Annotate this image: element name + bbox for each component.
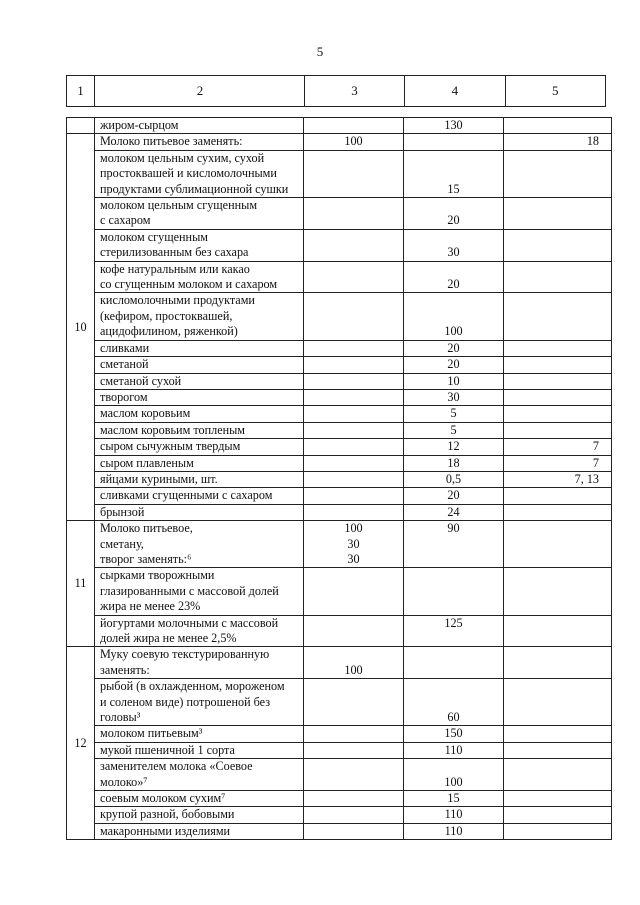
column-3-value (304, 823, 404, 839)
table-row (67, 791, 612, 807)
product-name: Муку соевую текстурированную заменять: (95, 647, 304, 679)
column-5-value (504, 422, 612, 438)
table-row (67, 504, 612, 520)
column-5-value (504, 568, 612, 615)
column-4-value: 125 (404, 615, 504, 647)
column-4-value: 20 (404, 198, 504, 230)
column-5-value (504, 340, 612, 356)
column-4-value: 18 (404, 455, 504, 471)
table-row (67, 373, 612, 389)
table-row (67, 118, 612, 134)
column-5-value (504, 198, 612, 230)
product-name: сырками творожными глазированными с массовой долей жира не менее 23% (95, 568, 304, 615)
column-3-value (304, 293, 404, 340)
column-2-header: 2 (95, 76, 305, 107)
column-3-value (304, 389, 404, 405)
column-4-value: 15 (404, 150, 504, 197)
column-5-value (504, 726, 612, 742)
column-5-value (504, 742, 612, 758)
product-name: Молоко питьевое, сметану, творог заменять:⁶ (95, 521, 304, 568)
column-4-value: 30 (404, 389, 504, 405)
column-3-value: 100 (304, 134, 404, 150)
page-number: 5 (316, 44, 324, 59)
column-5-value (504, 261, 612, 293)
column-3-value (304, 679, 404, 726)
column-5-value: 7 (504, 455, 612, 471)
column-4-value: 15 (404, 791, 504, 807)
column-3-value (304, 261, 404, 293)
column-3-value (304, 422, 404, 438)
table-row (67, 455, 612, 471)
product-name: сливками сгущенными с сахаром (95, 488, 304, 504)
product-name: кофе натуральным или какао со сгущенным молоком и сахаром (95, 261, 304, 293)
column-4-value: 60 (404, 679, 504, 726)
table-row (67, 568, 612, 615)
column-3-value (304, 357, 404, 373)
table-row (67, 759, 612, 791)
table-row (67, 357, 612, 373)
product-name: маслом коровьим (95, 406, 304, 422)
table-row (67, 150, 612, 197)
column-3-value (304, 742, 404, 758)
product-name: йогуртами молочными с массовой долей жира не менее 2,5% (95, 615, 304, 647)
product-name: жиром-сырцом (95, 118, 304, 134)
column-5-value (504, 373, 612, 389)
group-number: 10 (67, 134, 95, 521)
table-row (67, 726, 612, 742)
column-5-header: 5 (505, 76, 605, 107)
column-4-value: 24 (404, 504, 504, 520)
column-5-value (504, 521, 612, 568)
column-4-value: 100 (404, 759, 504, 791)
column-4-value: 90 (404, 521, 504, 568)
column-3-value (304, 229, 404, 261)
product-name: молоком питьевым³ (95, 726, 304, 742)
group-number: 11 (67, 521, 95, 647)
column-4-value: 20 (404, 357, 504, 373)
table-row (67, 742, 612, 758)
column-header-table (66, 75, 606, 107)
table-row (67, 823, 612, 839)
column-5-value (504, 679, 612, 726)
column-3-value (304, 615, 404, 647)
product-name: молоком цельным сухим, сухой простоквашей и кисломолочными продуктами сублимационной сушки (95, 150, 304, 197)
column-3-value (304, 568, 404, 615)
column-4-value: 0,5 (404, 471, 504, 487)
table-row (67, 471, 612, 487)
column-4-value: 110 (404, 807, 504, 823)
product-name: заменителем молока «Соевое молоко»⁷ (95, 759, 304, 791)
column-5-value: 18 (504, 134, 612, 150)
column-5-value (504, 293, 612, 340)
table-row (67, 647, 612, 679)
column-3-value (304, 406, 404, 422)
product-name: молоком сгущенным стерилизованным без сахара (95, 229, 304, 261)
column-5-value (504, 823, 612, 839)
product-name: соевым молоком сухим⁷ (95, 791, 304, 807)
column-4-value (404, 568, 504, 615)
column-5-value: 7 (504, 439, 612, 455)
column-4-value (404, 647, 504, 679)
product-name: маслом коровьим топленым (95, 422, 304, 438)
column-5-value (504, 406, 612, 422)
column-4-value (404, 134, 504, 150)
column-4-value: 150 (404, 726, 504, 742)
column-5-value (504, 357, 612, 373)
product-name: крупой разной, бобовыми (95, 807, 304, 823)
column-3-value (304, 373, 404, 389)
column-5-value (504, 229, 612, 261)
product-name: рыбой (в охлажденном, мороженом и соленом виде) потрошеной без головы³ (95, 679, 304, 726)
column-3-value (304, 118, 404, 134)
column-3-value: 100 (304, 647, 404, 679)
column-4-value: 130 (404, 118, 504, 134)
product-name: Молоко питьевое заменять: (95, 134, 304, 150)
column-3-value (304, 439, 404, 455)
column-5-value (504, 504, 612, 520)
table-row (67, 389, 612, 405)
column-3-value: 100 30 30 (304, 521, 404, 568)
product-name: мукой пшеничной 1 сорта (95, 742, 304, 758)
product-name: яйцами куриными, шт. (95, 471, 304, 487)
column-4-value: 110 (404, 742, 504, 758)
product-name: молоком цельным сгущенным с сахаром (95, 198, 304, 230)
table-row (67, 521, 612, 568)
column-3-value (304, 759, 404, 791)
column-4-value: 5 (404, 406, 504, 422)
group-number: 12 (67, 647, 95, 840)
column-number-row (67, 76, 606, 107)
column-5-value (504, 615, 612, 647)
table-row (67, 198, 612, 230)
column-5-value (504, 118, 612, 134)
column-3-value (304, 340, 404, 356)
table-row (67, 134, 612, 150)
table-row (67, 406, 612, 422)
column-1-header: 1 (67, 76, 95, 107)
table-row (67, 422, 612, 438)
column-3-value (304, 198, 404, 230)
table-row (67, 293, 612, 340)
substitution-table (66, 117, 612, 840)
table-row (67, 229, 612, 261)
column-4-value: 12 (404, 439, 504, 455)
table-row (67, 488, 612, 504)
product-name: макаронными изделиями (95, 823, 304, 839)
column-3-value (304, 488, 404, 504)
column-5-value (504, 150, 612, 197)
product-name: брынзой (95, 504, 304, 520)
product-name: сыром плавленым (95, 455, 304, 471)
column-3-header: 3 (304, 76, 404, 107)
table-row (67, 439, 612, 455)
column-5-value (504, 791, 612, 807)
table-row (67, 807, 612, 823)
column-3-value (304, 807, 404, 823)
table-row (67, 340, 612, 356)
column-3-value (304, 150, 404, 197)
column-3-value (304, 504, 404, 520)
column-3-value (304, 726, 404, 742)
column-5-value (504, 647, 612, 679)
column-4-value: 100 (404, 293, 504, 340)
column-4-value: 5 (404, 422, 504, 438)
column-5-value (504, 807, 612, 823)
product-name: сыром сычужным твердым (95, 439, 304, 455)
table-row (67, 615, 612, 647)
column-4-value: 20 (404, 261, 504, 293)
product-name: сливками (95, 340, 304, 356)
column-4-header: 4 (405, 76, 505, 107)
table-row (67, 261, 612, 293)
column-4-value: 110 (404, 823, 504, 839)
column-5-value (504, 488, 612, 504)
product-name: творогом (95, 389, 304, 405)
column-4-value: 20 (404, 488, 504, 504)
product-name: сметаной (95, 357, 304, 373)
column-5-value (504, 389, 612, 405)
column-4-value: 20 (404, 340, 504, 356)
column-5-value (504, 759, 612, 791)
column-4-value: 30 (404, 229, 504, 261)
column-5-value: 7, 13 (504, 471, 612, 487)
group-number (67, 118, 95, 134)
product-name: кисломолочными продуктами (кефиром, простоквашей, ацидофилином, ряженкой) (95, 293, 304, 340)
product-name: сметаной сухой (95, 373, 304, 389)
column-4-value: 10 (404, 373, 504, 389)
column-3-value (304, 791, 404, 807)
column-3-value (304, 455, 404, 471)
column-3-value (304, 471, 404, 487)
table-row (67, 679, 612, 726)
